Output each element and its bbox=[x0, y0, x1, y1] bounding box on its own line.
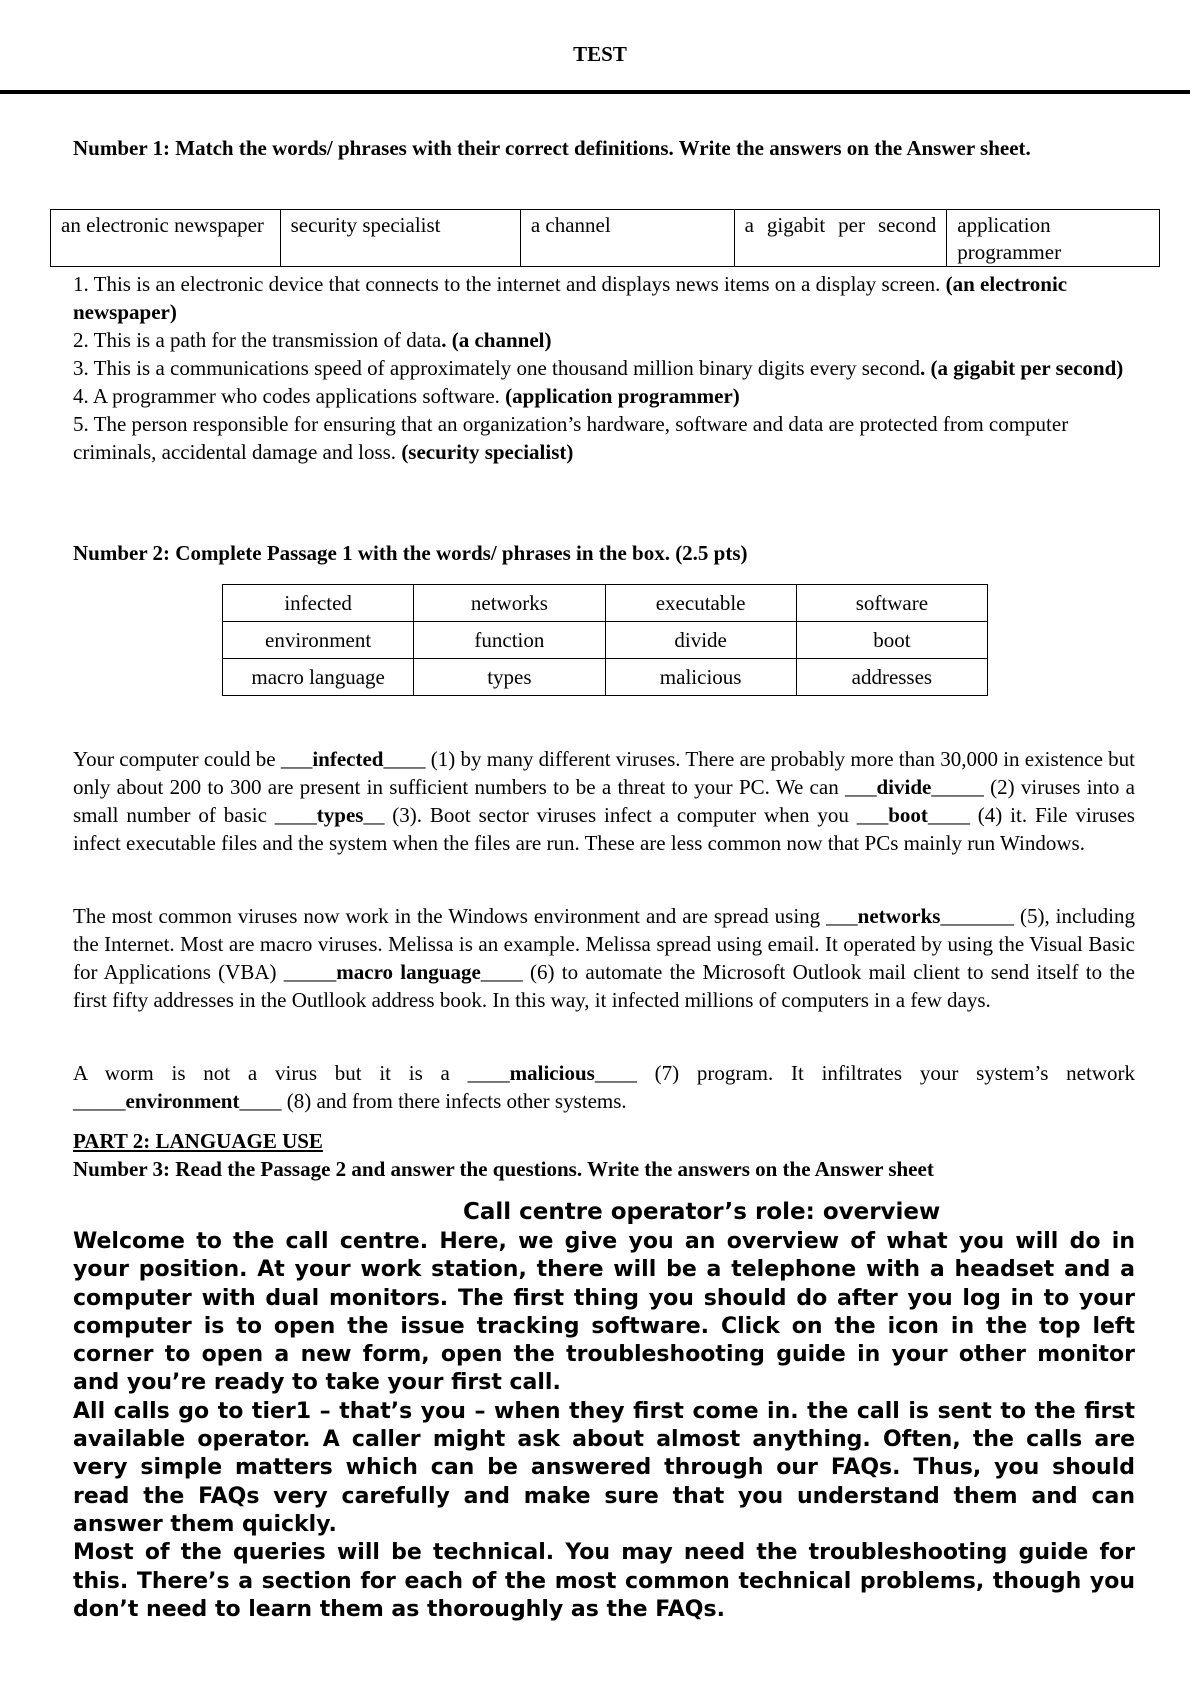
passage-answer: malicious bbox=[509, 1061, 595, 1085]
passage-text: The most common viruses now work in the Windows environment and are spread using ___ bbox=[73, 904, 858, 928]
definition-item bbox=[73, 354, 1135, 382]
passage-answer: types bbox=[316, 803, 364, 827]
definition-item bbox=[73, 382, 1135, 410]
passage2-body bbox=[73, 1228, 1135, 1624]
word-box-cell: function bbox=[414, 622, 605, 659]
word-box-cell: malicious bbox=[605, 659, 796, 696]
word-box-cell: divide bbox=[605, 622, 796, 659]
number1-word-box bbox=[50, 209, 1160, 267]
passage-text: ____ (4) it. File viruses infect executable files and the system when the files are run. These are less common now that PCs mainly run Windows. bbox=[73, 803, 1135, 855]
passage-answer: infected bbox=[312, 747, 384, 771]
passage-text: ____ (8) and from there infects other systems. bbox=[239, 1089, 627, 1113]
passage-text: A worm is not a virus but it is a ____ bbox=[73, 1061, 510, 1085]
passage-answer: macro language bbox=[336, 960, 481, 984]
passage2-paragraph: All calls go to tier1 – that’s you – when they first come in. the call is sent to the first available operator. A caller might ask about almost anything. Often, the calls are very simple matters which can be answered through our FAQs. Thus, you should read the FAQs very carefully and make sure that you understand them and can answer them quickly. bbox=[73, 1398, 1135, 1537]
word-box-cell: executable bbox=[605, 585, 796, 622]
part2-heading: PART 2: LANGUAGE USE bbox=[73, 1129, 323, 1153]
passage-text: ____ (1) by many different viruses. There are probably more than 30,000 in existence but only about 200 to 300 are present in sufficient numbers to be a threat to your PC. We can ___ bbox=[73, 747, 1136, 799]
passage1-paragraph-3 bbox=[73, 1059, 1135, 1115]
definition-text: 5. The person responsible for ensuring that an organization’s hardware, software and data are protected from computer criminals, accidental damage and loss. bbox=[73, 412, 1069, 464]
definition-text: 2. This is a path for the transmission of data bbox=[73, 328, 442, 352]
word-box-cell: an electronic newspaper bbox=[51, 210, 281, 267]
word-box-cell: application programmer bbox=[947, 210, 1160, 267]
passage-text: Your computer could be ___ bbox=[73, 747, 313, 771]
definition-answer: (an electronic newspaper) bbox=[73, 272, 1068, 324]
number2-instruction: Number 2: Complete Passage 1 with the words/ phrases in the box. (2.5 pts) bbox=[73, 541, 748, 565]
header-divider bbox=[0, 90, 1190, 94]
number2-word-box bbox=[222, 584, 988, 696]
number1-definitions bbox=[73, 270, 1135, 466]
definition-text: 4. A programmer who codes applications software. bbox=[73, 384, 506, 408]
passage-text: ____ (6) to automate the Microsoft Outlook mail client to send itself to the first fifty addresses in the Outllook address book. In this way, it infected millions of computers in a few days. bbox=[73, 960, 1135, 1012]
passage-text: ____ (7) program. It infiltrates your system’s network _____ bbox=[73, 1061, 1135, 1113]
word-box-cell: software bbox=[796, 585, 987, 622]
passage2-title: Call centre operator’s role: overview bbox=[463, 1199, 941, 1225]
passage-text: __ (3). Boot sector viruses infect a computer when you ___ bbox=[363, 803, 889, 827]
page-title: TEST bbox=[573, 42, 627, 66]
passage-answer: environment bbox=[125, 1089, 240, 1113]
passage2-paragraph: Most of the queries will be technical. You may need the troubleshooting guide for this. There’s a section for each of the most common technical problems, though you don’t need to learn them as thoroughly as the FAQs. bbox=[73, 1540, 1135, 1622]
definition-answer: (security specialist) bbox=[401, 440, 574, 464]
word-box-cell: addresses bbox=[796, 659, 987, 696]
passage-answer: boot bbox=[888, 803, 928, 827]
definition-item bbox=[73, 326, 1135, 354]
number1-instruction: Number 1: Match the words/ phrases with their correct definitions. Write the answers on the Answer sheet. bbox=[73, 136, 1031, 160]
word-box-cell: networks bbox=[414, 585, 605, 622]
passage2-paragraph: Welcome to the call centre. Here, we give you an overview of what you will do in your position. At your work station, there will be a telephone with a headset and a computer with dual monitors. The first thing you should do after you log in to your computer is to open the issue tracking software. Click on the icon in the top left corner to open a new form, open the troubleshooting guide in your other monitor and you’re ready to take your first call. bbox=[73, 1229, 1135, 1396]
word-box-cell-text: a gigabit per second bbox=[744, 213, 937, 237]
passage1-paragraph-2 bbox=[73, 902, 1135, 1014]
number3-instruction: Number 3: Read the Passage 2 and answer the questions. Write the answers on the Answer sheet bbox=[73, 1157, 934, 1181]
word-box-cell: infected bbox=[223, 585, 414, 622]
word-box-cell bbox=[734, 210, 947, 267]
passage-text: _____ (2) viruses into a small number of basic ____ bbox=[73, 775, 1135, 827]
word-box-cell: a channel bbox=[520, 210, 734, 267]
definition-text: 1. This is an electronic device that connects to the internet and displays news items on a display screen. bbox=[73, 272, 946, 296]
definition-answer: . (a gigabit per second) bbox=[920, 356, 1124, 380]
definition-answer: (application programmer) bbox=[505, 384, 740, 408]
definition-text: 3. This is a communications speed of approximately one thousand million binary digits every second bbox=[73, 356, 921, 380]
word-box-cell: types bbox=[414, 659, 605, 696]
passage-text: _______ (5), including the Internet. Most are macro viruses. Melissa is an example. Melissa spread using email. It operated by using the Visual Basic for Applications (VBA) _____ bbox=[73, 904, 1135, 984]
passage1-paragraph-1 bbox=[73, 745, 1135, 857]
word-box-cell: boot bbox=[796, 622, 987, 659]
word-box-cell: environment bbox=[223, 622, 414, 659]
definition-item bbox=[73, 410, 1135, 466]
definition-answer: . (a channel) bbox=[441, 328, 552, 352]
word-box-cell: security specialist bbox=[280, 210, 520, 267]
definition-item bbox=[73, 270, 1135, 326]
passage-answer: divide bbox=[876, 775, 932, 799]
passage-answer: networks bbox=[857, 904, 941, 928]
word-box-cell: macro language bbox=[223, 659, 414, 696]
